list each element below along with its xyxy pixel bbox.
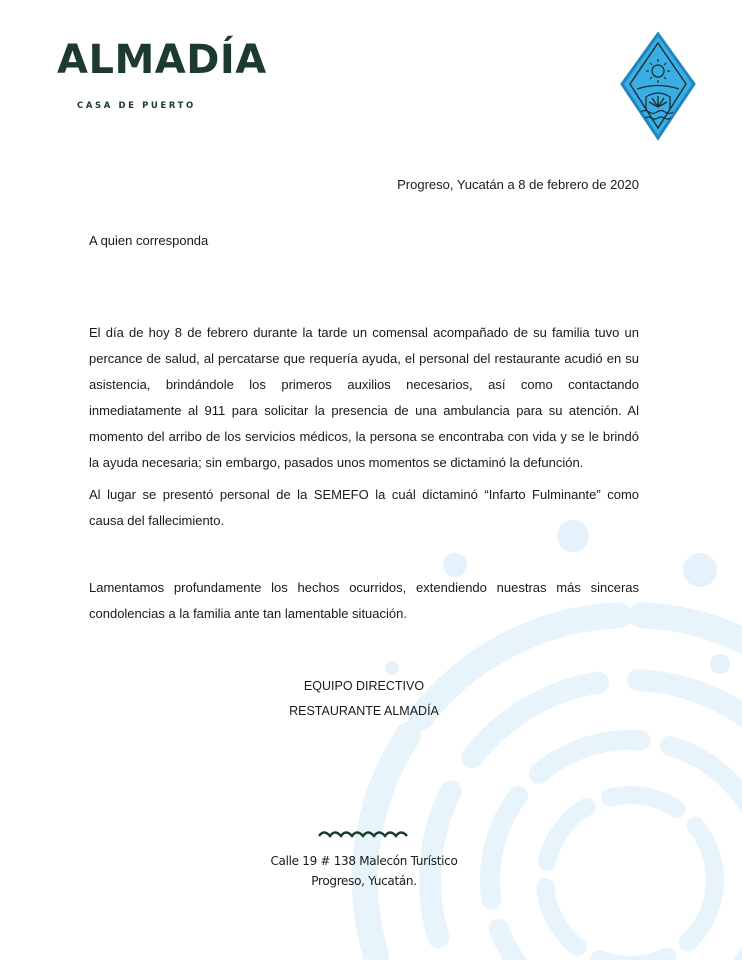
letter-greeting: A quien corresponda <box>89 233 209 248</box>
signature-team: EQUIPO DIRECTIVO <box>303 679 425 693</box>
brand-subtitle: CASA DE PUERTO <box>77 101 196 111</box>
letter-paragraph-incident: El día de hoy 8 de febrero durante la tarde un comensal acompañado de su familia tuvo un percance de salud, al percatarse que requería ayuda, el personal del restaurante acudió en su asistencia, brindándole los primeros auxilios necesarios, así como contactando inmediatamente al 911 para solicitar la presencia de una ambulancia para su atención. Al momento del arribo de los servicios médicos, la persona se encontraba con vida y se le brindó la ayuda necesaria; sin embargo, pasados unos momentos se dictaminó la defunción. <box>89 325 639 470</box>
address-street: Calle 19 # 138 Malecón Turístico <box>270 854 458 868</box>
letter-paragraph-semefo: Al lugar se presentó personal de la SEMEFO la cuál dictaminó “Infarto Fulminante” como causa del fallecimiento. <box>89 487 639 528</box>
letter-date: Progreso, Yucatán a 8 de febrero de 2020 <box>397 177 639 192</box>
diamond-sun-waves-emblem-icon <box>619 31 697 141</box>
address-city: Progreso, Yucatán. <box>311 874 417 888</box>
letter-paragraph-condolences: Lamentamos profundamente los hechos ocurridos, extendiendo nuestras más sinceras condolencias a la familia ante tan lamentable situación. <box>89 580 639 621</box>
wave-icon <box>316 826 411 842</box>
signature-block <box>164 674 564 724</box>
brand-logo-text: ALMADÍA <box>57 37 267 83</box>
footer-address <box>214 851 514 891</box>
signature-restaurant: RESTAURANTE ALMADÍA <box>289 704 439 718</box>
